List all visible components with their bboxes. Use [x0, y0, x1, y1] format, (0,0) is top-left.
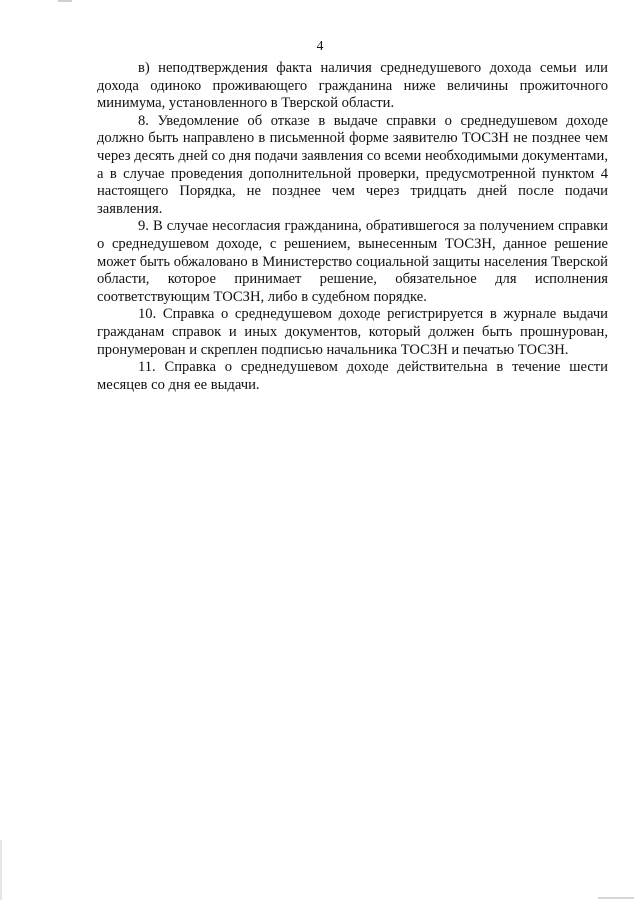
paragraph-item-11: 11. Справка о среднедушевом доходе действительна в течение шести месяцев со дня ее выдачи. — [97, 359, 608, 393]
document-body — [97, 60, 608, 394]
scan-artifact — [0, 840, 2, 900]
scan-artifact — [58, 0, 72, 2]
paragraph-item-10: 10. Справка о среднедушевом доходе регистрируется в журнале выдачи гражданам справок и иных документов, который должен быть прошнурован, пронумерован и скреплен подписью начальника ТОСЗН и печатью ТОСЗН. — [97, 306, 608, 358]
paragraph-clause-v: в) неподтверждения факта наличия среднедушевого дохода семьи или дохода одиноко проживающего гражданина ниже величины прожиточного минимума, установленного в Тверской области. — [97, 60, 608, 112]
page-number: 4 — [316, 38, 324, 53]
paragraph-item-8: 8. Уведомление об отказе в выдаче справки о среднедушевом доходе должно быть направлено в письменной форме заявителю ТОСЗН не позднее чем через десять дней со дня подачи заявления со всеми необходимыми документами, а в случае проведения дополнительной проверки, предусмотренной пунктом 4 настоящего Порядка, не позднее чем через тридцать дней после подачи заявления. — [97, 112, 608, 217]
paragraph-item-9: 9. В случае несогласия гражданина, обратившегося за получением справки о среднедушевом доходе, с решением, вынесенным ТОСЗН, данное решение может быть обжаловано в Министерство социальной защиты населения Тверской области, которое принимает решение, обязательное для исполнения соответствующим ТОСЗН, либо в судебном порядке. — [97, 218, 608, 305]
scan-artifact — [598, 897, 634, 899]
